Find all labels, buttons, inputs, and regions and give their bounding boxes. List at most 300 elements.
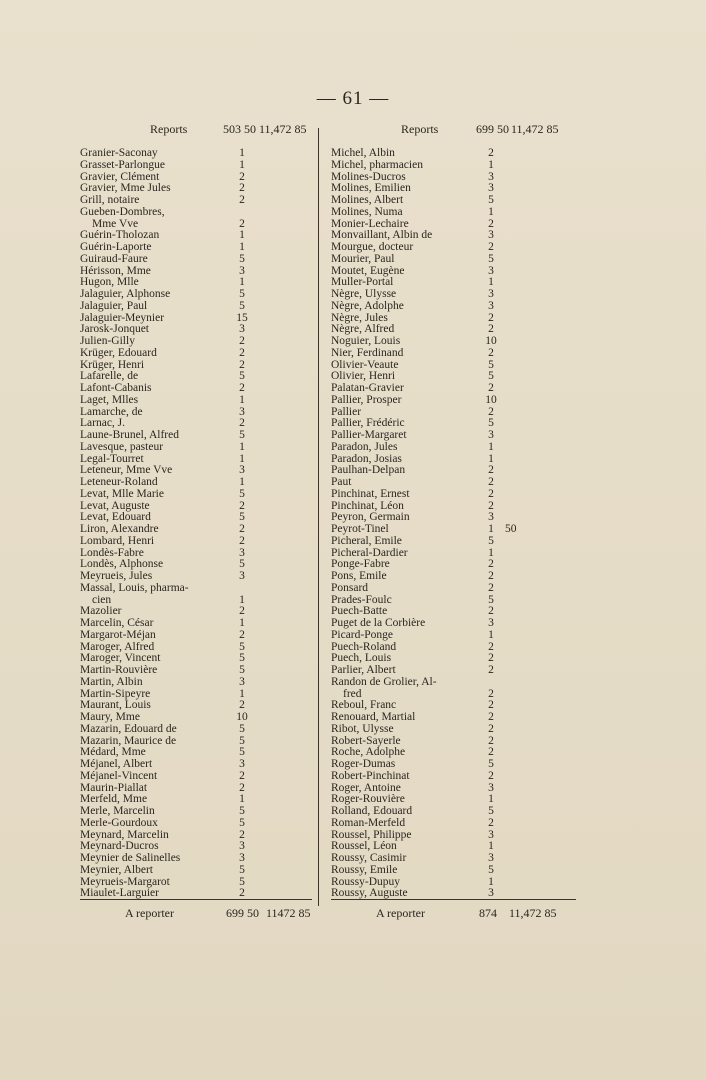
contribution-amount: 2 bbox=[488, 605, 494, 618]
subscriber-name: Molines, Numa bbox=[331, 205, 403, 218]
contribution-amount: 1 bbox=[239, 476, 245, 488]
subscriber-name: Mazarin, Edouard de bbox=[80, 722, 177, 735]
contribution-amount: 1 bbox=[488, 205, 494, 218]
subscriber-name: Marcelin, César bbox=[80, 617, 154, 629]
subscriber-name: Krüger, Henri bbox=[80, 358, 145, 371]
subscriber-name: Hugon, Mlle bbox=[80, 276, 139, 289]
footer-total: 11472 85 bbox=[266, 906, 311, 920]
list-item bbox=[331, 383, 576, 395]
contribution-amount: 2 bbox=[488, 311, 494, 324]
contribution-amount: 5 bbox=[239, 722, 245, 735]
contribution-amount: 5 bbox=[488, 194, 494, 206]
contribution-amount: 5 bbox=[239, 511, 245, 524]
list-item bbox=[80, 536, 312, 548]
subscriber-name: Levat, Mlle Marie bbox=[80, 487, 164, 500]
subscriber-name: Pallier, Frédéric bbox=[331, 417, 405, 430]
subscriber-name: Pinchinat, Léon bbox=[331, 499, 404, 512]
contribution-amount: 3 bbox=[239, 852, 245, 864]
list-item bbox=[80, 289, 312, 301]
contribution-amount: 3 bbox=[239, 675, 245, 688]
subscriber-name: Roussy, Casimir bbox=[331, 852, 407, 864]
contribution-amount: 2 bbox=[488, 241, 494, 253]
header-total: 11,472 85 bbox=[259, 122, 307, 136]
subscriber-name: Mme Vve bbox=[92, 217, 139, 230]
contribution-amount: 3 bbox=[488, 887, 494, 900]
subscriber-name: Pallier bbox=[331, 405, 362, 418]
list-item bbox=[331, 254, 576, 266]
subscriber-name: Parlier, Albert bbox=[331, 664, 396, 676]
subscriber-name: Martin-Rouvière bbox=[80, 664, 158, 676]
subscriber-name: Mourgue, docteur bbox=[331, 241, 414, 253]
subscriber-name: Martin, Albin bbox=[80, 675, 143, 688]
subscriber-name: Roussel, Léon bbox=[331, 840, 397, 853]
contribution-amount: 1 bbox=[239, 617, 245, 629]
list-item bbox=[80, 759, 312, 771]
subscriber-name: Pallier-Margaret bbox=[331, 429, 407, 441]
subscriber-name: Michel, Albin bbox=[331, 147, 395, 159]
list-item bbox=[80, 665, 312, 677]
list-item bbox=[331, 207, 576, 219]
subscriber-name: Martin-Sipeyre bbox=[80, 687, 151, 700]
subscriber-name: Jalaguier, Paul bbox=[80, 299, 148, 312]
subscriber-name: Leteneur-Roland bbox=[80, 476, 158, 488]
contribution-amount: 2 bbox=[488, 816, 494, 829]
contribution-amount: 1 bbox=[239, 687, 245, 700]
contribution-amount: 5 bbox=[239, 875, 245, 888]
contribution-amount: 2 bbox=[488, 769, 494, 782]
contribution-amount: 2 bbox=[488, 687, 494, 700]
list-item bbox=[80, 524, 312, 536]
contribution-amount: 2 bbox=[488, 664, 494, 676]
list-item bbox=[80, 630, 312, 642]
list-item bbox=[80, 395, 312, 407]
footer-label: A reporter bbox=[125, 906, 174, 920]
subscriber-name: Molines, Emilien bbox=[331, 182, 411, 195]
contribution-amount: 2 bbox=[488, 699, 494, 712]
contribution-amount: 2 bbox=[239, 781, 245, 794]
contribution-amount: 10 bbox=[485, 335, 497, 347]
contribution-amount: 5 bbox=[488, 593, 494, 606]
subscriber-name: Londès-Fabre bbox=[80, 546, 144, 559]
subscriber-name: Roussy, Auguste bbox=[331, 887, 408, 900]
contribution-amount: 3 bbox=[239, 264, 245, 277]
contribution-amount: 2 bbox=[488, 487, 494, 500]
contribution-amount: 2 bbox=[239, 382, 245, 394]
carried-forward-header bbox=[331, 120, 576, 138]
list-item bbox=[80, 571, 312, 583]
contribution-amount: 2 bbox=[488, 570, 494, 582]
contribution-amount: 1 bbox=[488, 840, 494, 853]
subscriber-name: Nègre, Jules bbox=[331, 311, 388, 324]
subscriber-name: Jalaguier, Alphonse bbox=[80, 288, 171, 300]
subscriber-name: Noguier, Louis bbox=[331, 335, 401, 347]
subscriber-name: Prades-Foulc bbox=[331, 593, 392, 606]
contribution-amount: 5 bbox=[488, 534, 494, 547]
subscriber-name: Meynier, Albert bbox=[80, 863, 153, 876]
subscriber-name: Puech-Batte bbox=[331, 605, 388, 618]
subscriber-name: Margarot-Méjan bbox=[80, 628, 156, 641]
list-item bbox=[331, 160, 576, 172]
subscriber-name: Maroger, Alfred bbox=[80, 640, 155, 653]
contribution-amount: 2 bbox=[239, 182, 245, 195]
right-column bbox=[331, 120, 576, 930]
contribution-amount: 5 bbox=[239, 734, 245, 747]
carried-forward-header bbox=[80, 120, 312, 138]
subscriber-name: Meynard, Marcelin bbox=[80, 828, 169, 841]
contribution-amount: 5 bbox=[239, 288, 245, 300]
subscriber-name: Nègre, Adolphe bbox=[331, 299, 404, 312]
subscriber-name: Lafarelle, de bbox=[80, 370, 139, 383]
contribution-amount: 1 bbox=[488, 440, 494, 453]
header-label: Reports bbox=[401, 122, 439, 136]
list-item bbox=[80, 301, 312, 313]
contribution-amount: 3 bbox=[488, 182, 494, 195]
list-item bbox=[80, 618, 312, 630]
contribution-amount: 2 bbox=[488, 640, 494, 653]
list-item bbox=[331, 442, 576, 454]
subscriber-name: Picheral, Emile bbox=[331, 534, 402, 547]
contribution-amount: 5 bbox=[239, 863, 245, 876]
subscriber-name: Ponge-Fabre bbox=[331, 558, 390, 571]
list-item bbox=[331, 336, 576, 348]
subscriber-name: Roger-Dumas bbox=[331, 758, 396, 770]
list-item bbox=[80, 583, 312, 595]
subscriber-name: Maroger, Vincent bbox=[80, 652, 161, 665]
contribution-amount: 5 bbox=[239, 746, 245, 759]
subscriber-name: Liron, Alexandre bbox=[80, 523, 159, 535]
subscriber-name: Pinchinat, Ernest bbox=[331, 487, 410, 500]
contribution-amount: 2 bbox=[239, 217, 245, 230]
subscriber-name: Maurin-Piallat bbox=[80, 781, 148, 794]
contribution-amount: 3 bbox=[239, 405, 245, 418]
contribution-amount: 3 bbox=[488, 781, 494, 794]
list-item bbox=[331, 148, 576, 160]
subscriber-name: Nier, Ferdinand bbox=[331, 346, 404, 359]
subscriber-name: Legal-Tourret bbox=[80, 452, 144, 465]
subscriber-name: Palatan-Gravier bbox=[331, 382, 404, 394]
subscriber-name: Puget de la Corbière bbox=[331, 617, 426, 629]
subscriber-name: Laget, Mlles bbox=[80, 393, 139, 406]
footer-label: A reporter bbox=[376, 906, 425, 920]
subscriber-name: Paradon, Josias bbox=[331, 452, 402, 465]
list-item bbox=[80, 348, 312, 360]
contribution-amount: 2 bbox=[239, 499, 245, 512]
contribution-amount: 5 bbox=[239, 664, 245, 676]
subscriber-name: Meyrueis-Margarot bbox=[80, 875, 170, 888]
contribution-amount: 1 bbox=[239, 276, 245, 289]
contribution-amount: 1 bbox=[239, 147, 245, 159]
contribution-cents: 50 bbox=[505, 523, 517, 535]
subscriber-name: Larnac, J. bbox=[80, 417, 126, 430]
list-item bbox=[331, 618, 576, 630]
list-item bbox=[80, 818, 312, 830]
subscriber-name: Michel, pharmacien bbox=[331, 158, 423, 171]
subscriber-name: Pons, Emile bbox=[331, 570, 387, 582]
contribution-amount: 5 bbox=[239, 816, 245, 829]
contribution-amount: 2 bbox=[488, 581, 494, 594]
list-item bbox=[331, 677, 576, 689]
subscriber-name: Hérisson, Mme bbox=[80, 264, 151, 277]
header-subtotal: 699 50 bbox=[476, 122, 509, 136]
contribution-amount: 2 bbox=[488, 382, 494, 394]
subscriber-name: Roche, Adolphe bbox=[331, 746, 406, 759]
subscriber-name: Paut bbox=[331, 476, 352, 488]
list-item bbox=[80, 806, 312, 818]
list-item bbox=[331, 712, 576, 724]
subscriber-name: Merle, Marcelin bbox=[80, 805, 155, 817]
contribution-amount: 2 bbox=[488, 722, 494, 735]
subscriber-name: Puech-Roland bbox=[331, 640, 397, 653]
contribution-amount: 3 bbox=[488, 170, 494, 183]
contribution-amount: 3 bbox=[239, 840, 245, 853]
contribution-amount: 2 bbox=[488, 346, 494, 359]
subscriber-name: Puech, Louis bbox=[331, 652, 392, 665]
subscriber-name: Meynard-Ducros bbox=[80, 840, 159, 853]
subscriber-name: Pallier, Prosper bbox=[331, 393, 402, 406]
carry-over-footer bbox=[331, 904, 576, 920]
list-item bbox=[331, 289, 576, 301]
contribution-amount: 5 bbox=[488, 805, 494, 817]
contribution-amount: 2 bbox=[488, 476, 494, 488]
subscriber-name: Meynier de Salinelles bbox=[80, 852, 181, 864]
subscriber-name: Médard, Mme bbox=[80, 746, 146, 759]
footer-total: 11,472 85 bbox=[509, 906, 557, 920]
list-item bbox=[331, 865, 576, 877]
subscriber-name: Massal, Louis, pharma- bbox=[80, 581, 189, 594]
contribution-amount: 1 bbox=[488, 793, 494, 806]
subscriber-name: Lavesque, pasteur bbox=[80, 440, 164, 453]
column-divider bbox=[318, 128, 319, 906]
contribution-amount: 2 bbox=[488, 217, 494, 230]
contribution-amount: 2 bbox=[239, 358, 245, 371]
contribution-amount: 5 bbox=[488, 758, 494, 770]
header-subtotal: 503 50 bbox=[223, 122, 256, 136]
list-item bbox=[80, 254, 312, 266]
list-item bbox=[331, 301, 576, 313]
contribution-amount: 1 bbox=[239, 158, 245, 171]
contribution-amount: 2 bbox=[488, 405, 494, 418]
left-column bbox=[80, 120, 312, 930]
list-item bbox=[331, 465, 576, 477]
list-item bbox=[331, 771, 576, 783]
footer-subtotal: 874 bbox=[479, 906, 497, 920]
contribution-amount: 10 bbox=[485, 393, 497, 406]
subscriber-name: Rolland, Edouard bbox=[331, 805, 413, 817]
subscriber-name: Maurant, Louis bbox=[80, 699, 151, 712]
contribution-amount: 10 bbox=[236, 711, 248, 723]
subscriber-list bbox=[331, 148, 576, 900]
list-item bbox=[331, 806, 576, 818]
subscriber-name: Peyrot-Tinel bbox=[331, 523, 389, 535]
subscriber-name: Jalaguier-Meynier bbox=[80, 311, 165, 324]
list-item bbox=[331, 759, 576, 771]
contribution-amount: 2 bbox=[488, 499, 494, 512]
contribution-amount: 5 bbox=[239, 370, 245, 383]
contribution-amount: 15 bbox=[236, 311, 248, 324]
subscriber-name: Méjanel, Albert bbox=[80, 758, 153, 770]
contribution-amount: 2 bbox=[488, 147, 494, 159]
list-item bbox=[331, 853, 576, 865]
list-item bbox=[80, 160, 312, 172]
contribution-amount: 2 bbox=[239, 534, 245, 547]
subscriber-name: Mazarin, Maurice de bbox=[80, 734, 177, 747]
subscriber-name: Guiraud-Faure bbox=[80, 252, 148, 265]
contribution-amount: 5 bbox=[239, 429, 245, 441]
subscriber-name: Ribot, Ulysse bbox=[331, 722, 394, 735]
list-item bbox=[331, 724, 576, 736]
subscriber-name: Lombard, Henri bbox=[80, 534, 155, 547]
subscriber-name: Roussy-Dupuy bbox=[331, 875, 401, 888]
subscriber-name: Ponsard bbox=[331, 581, 369, 594]
subscriber-name: Roussel, Philippe bbox=[331, 828, 412, 841]
list-item bbox=[80, 242, 312, 254]
contribution-amount: 1 bbox=[239, 440, 245, 453]
contribution-amount: 3 bbox=[488, 299, 494, 312]
list-item bbox=[331, 583, 576, 595]
list-item bbox=[331, 571, 576, 583]
subscriber-name: Molines-Ducros bbox=[331, 170, 406, 183]
contribution-amount: 5 bbox=[239, 652, 245, 665]
contribution-amount: 2 bbox=[488, 323, 494, 336]
contribution-amount: 2 bbox=[239, 605, 245, 618]
contribution-amount: 5 bbox=[488, 417, 494, 430]
contribution-amount: 1 bbox=[488, 875, 494, 888]
subscriber-name: Merle-Gourdoux bbox=[80, 816, 158, 829]
list-item bbox=[80, 865, 312, 877]
list-item bbox=[331, 630, 576, 642]
list-item bbox=[331, 536, 576, 548]
list-item bbox=[331, 430, 576, 442]
contribution-amount: 2 bbox=[239, 194, 245, 206]
contribution-amount: 2 bbox=[488, 746, 494, 759]
contribution-amount: 2 bbox=[239, 699, 245, 712]
contribution-amount: 1 bbox=[239, 793, 245, 806]
contribution-amount: 2 bbox=[239, 769, 245, 782]
list-item bbox=[331, 242, 576, 254]
contribution-amount: 3 bbox=[488, 264, 494, 277]
contribution-amount: 5 bbox=[488, 252, 494, 265]
subscriber-name: fred bbox=[343, 687, 362, 700]
list-item bbox=[80, 442, 312, 454]
list-item bbox=[80, 195, 312, 207]
list-item bbox=[331, 489, 576, 501]
contribution-amount: 2 bbox=[488, 711, 494, 723]
contribution-amount: 1 bbox=[239, 452, 245, 465]
header-label: Reports bbox=[150, 122, 188, 136]
contribution-amount: 5 bbox=[239, 252, 245, 265]
contribution-amount: 3 bbox=[488, 852, 494, 864]
subscriber-name: Gravier, Clément bbox=[80, 170, 160, 183]
list-item bbox=[80, 724, 312, 736]
subscriber-name: Peyron, Germain bbox=[331, 511, 410, 524]
contribution-amount: 3 bbox=[239, 546, 245, 559]
contribution-amount: 1 bbox=[239, 393, 245, 406]
list-item bbox=[80, 336, 312, 348]
list-item bbox=[331, 348, 576, 360]
footer-rule bbox=[331, 899, 576, 900]
contribution-amount: 3 bbox=[488, 828, 494, 841]
contribution-amount: 1 bbox=[488, 523, 494, 535]
subscriber-name: Julien-Gilly bbox=[80, 335, 135, 347]
list-item bbox=[331, 395, 576, 407]
list-item bbox=[80, 712, 312, 724]
subscriber-name: Moutet, Eugène bbox=[331, 264, 405, 277]
contribution-amount: 3 bbox=[488, 288, 494, 300]
list-item bbox=[80, 207, 312, 219]
subscriber-name: Laune-Brunel, Alfred bbox=[80, 429, 179, 441]
contribution-amount: 2 bbox=[239, 828, 245, 841]
contribution-amount: 5 bbox=[488, 370, 494, 383]
subscriber-list bbox=[80, 148, 312, 900]
contribution-amount: 3 bbox=[488, 229, 494, 242]
contribution-amount: 1 bbox=[488, 452, 494, 465]
contribution-amount: 5 bbox=[488, 863, 494, 876]
contribution-amount: 5 bbox=[239, 558, 245, 571]
contribution-amount: 3 bbox=[488, 617, 494, 629]
contribution-amount: 3 bbox=[488, 511, 494, 524]
subscriber-name: Miaulet-Larguier bbox=[80, 887, 159, 900]
subscriber-name: Granier-Saconay bbox=[80, 147, 158, 159]
subscriber-name: Robert-Pinchinat bbox=[331, 769, 410, 782]
subscriber-name: Nègre, Ulysse bbox=[331, 288, 397, 300]
list-item bbox=[80, 489, 312, 501]
list-item bbox=[80, 771, 312, 783]
contribution-amount: 2 bbox=[239, 523, 245, 535]
list-item bbox=[80, 148, 312, 160]
subscriber-name: Maury, Mme bbox=[80, 711, 140, 723]
list-item bbox=[80, 853, 312, 865]
subscriber-name: Meyrueis, Jules bbox=[80, 570, 153, 582]
subscriber-name: Roman-Merfeld bbox=[331, 816, 406, 829]
subscriber-name: cien bbox=[92, 593, 112, 606]
subscriber-name: Mourier, Paul bbox=[331, 252, 395, 265]
contribution-amount: 5 bbox=[239, 487, 245, 500]
subscriber-name: Paradon, Jules bbox=[331, 440, 398, 453]
list-item bbox=[80, 383, 312, 395]
contribution-amount: 1 bbox=[239, 593, 245, 606]
subscriber-name: Grill, notaire bbox=[80, 194, 140, 206]
contribution-amount: 1 bbox=[488, 158, 494, 171]
subscriber-name: Gravier, Mme Jules bbox=[80, 182, 171, 195]
footer-rule bbox=[80, 899, 312, 900]
contribution-amount: 2 bbox=[239, 170, 245, 183]
page-number: — 61 — bbox=[316, 88, 390, 109]
list-item bbox=[80, 430, 312, 442]
subscriber-name: Renouard, Martial bbox=[331, 711, 416, 723]
contribution-amount: 3 bbox=[488, 429, 494, 441]
contribution-amount: 2 bbox=[488, 464, 494, 477]
header-total: 11,472 85 bbox=[511, 122, 559, 136]
subscriber-name: Levat, Auguste bbox=[80, 499, 150, 512]
footer-subtotal: 699 50 bbox=[226, 906, 259, 920]
contribution-amount: 2 bbox=[488, 652, 494, 665]
subscriber-name: Mazolier bbox=[80, 605, 122, 618]
contribution-amount: 2 bbox=[239, 335, 245, 347]
contribution-amount: 1 bbox=[239, 241, 245, 253]
subscriber-name: Londès, Alphonse bbox=[80, 558, 164, 571]
subscriber-name: Roger-Rouvière bbox=[331, 793, 405, 806]
list-item bbox=[331, 818, 576, 830]
subscriber-name: Muller-Portal bbox=[331, 276, 394, 289]
list-item bbox=[80, 677, 312, 689]
list-item bbox=[331, 195, 576, 207]
subscriber-name: Lamarche, de bbox=[80, 405, 143, 418]
contribution-amount: 1 bbox=[239, 229, 245, 242]
subscriber-name: Olivier, Henri bbox=[331, 370, 396, 383]
subscriber-name: Robert-Sayerle bbox=[331, 734, 401, 747]
subscriber-name: Picard-Ponge bbox=[331, 628, 393, 641]
contribution-amount: 2 bbox=[239, 628, 245, 641]
